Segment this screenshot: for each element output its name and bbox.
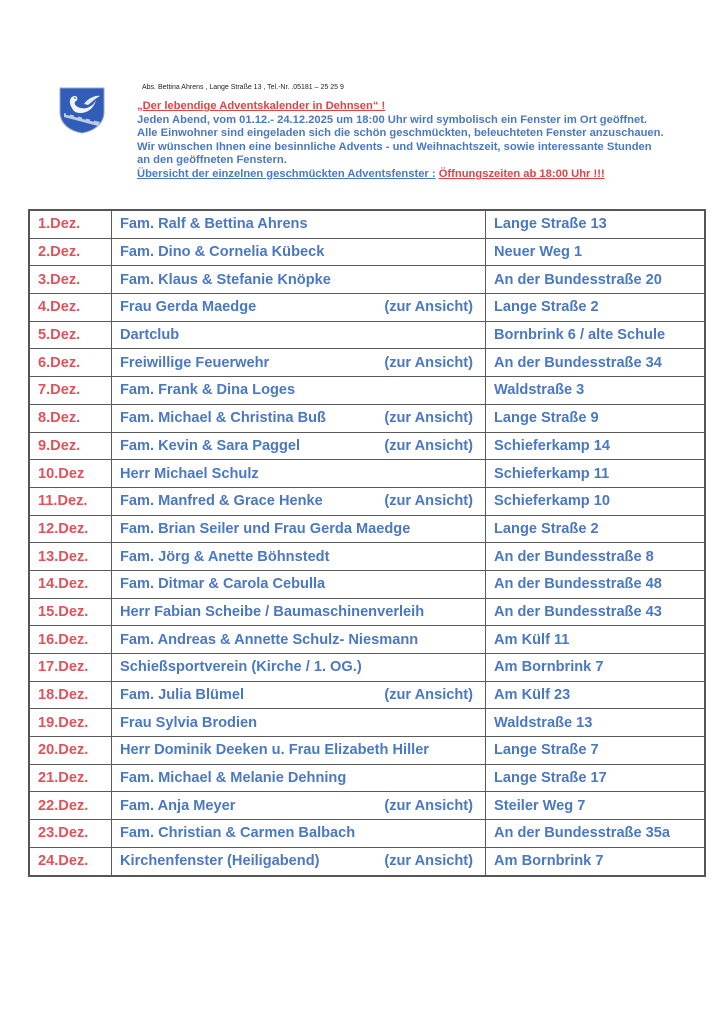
table-row [29, 764, 705, 792]
date-cell: 7.Dez. [29, 377, 112, 405]
table-row [29, 570, 705, 598]
address-cell: Am Külf 23 [486, 681, 706, 709]
host-cell [112, 764, 486, 792]
address-cell: Lange Straße 2 [486, 294, 706, 322]
address-cell: Schieferkamp 11 [486, 460, 706, 488]
address-cell: Steiler Weg 7 [486, 792, 706, 820]
host-cell [112, 737, 486, 765]
address-cell: Lange Straße 9 [486, 404, 706, 432]
table-row [29, 626, 705, 654]
table-row [29, 349, 705, 377]
host-cell [112, 349, 486, 377]
host-name: Frau Sylvia Brodien [120, 714, 258, 731]
date-cell: 6.Dez. [29, 349, 112, 377]
host-name: Fam. Brian Seiler und Frau Gerda Maedge [120, 520, 411, 537]
address-cell: Lange Straße 13 [486, 210, 706, 238]
table-row [29, 294, 705, 322]
coat-of-arms-icon [58, 86, 106, 134]
host-name: Fam. Christian & Carmen Balbach [120, 825, 356, 842]
table-row [29, 460, 705, 488]
host-cell [112, 321, 486, 349]
host-name: Fam. Klaus & Stefanie Knöpke [120, 271, 331, 288]
host-name: Schießsportverein (Kirche / 1. OG.) [120, 659, 362, 676]
host-name: Fam. Andreas & Annette Schulz- Niesmann [120, 631, 419, 648]
host-cell [112, 238, 486, 266]
intro-line: Jeden Abend, vom 01.12.- 24.12.2025 um 18:00 Uhr wird symbolisch ein Fenster im Ort geöffnet. [137, 113, 648, 126]
coat-of-arms-icon [58, 86, 106, 134]
date-cell: 13.Dez. [29, 543, 112, 571]
overview-heading [137, 168, 707, 182]
host-cell [112, 681, 486, 709]
date-cell: 10.Dez [29, 460, 112, 488]
table-row [29, 737, 705, 765]
date-cell: 16.Dez. [29, 626, 112, 654]
table-row [29, 238, 705, 266]
host-name: Fam. Julia Blümel [120, 687, 245, 704]
address-cell: An der Bundesstraße 34 [486, 349, 706, 377]
date-cell: 23.Dez. [29, 820, 112, 848]
host-name: Fam. Jörg & Anette Böhnstedt [120, 548, 330, 565]
host-cell [112, 294, 486, 322]
host-cell [112, 210, 486, 238]
intro-line: an den geöffneten Fenstern. [137, 154, 287, 167]
address-cell: Lange Straße 17 [486, 764, 706, 792]
address-cell: Am Bornbrink 7 [486, 847, 706, 875]
host-name: Fam. Frank & Dina Loges [120, 382, 296, 399]
calendar-title: „Der lebendige Adventskalender in Dehnsen“ ! [137, 100, 386, 112]
calendar-body [29, 210, 705, 876]
table-row [29, 820, 705, 848]
date-cell: 4.Dez. [29, 294, 112, 322]
host-name: Dartclub [120, 327, 180, 344]
host-name: Freiwillige Feuerwehr [120, 354, 270, 371]
address-cell: Neuer Weg 1 [486, 238, 706, 266]
host-cell [112, 570, 486, 598]
date-cell: 19.Dez. [29, 709, 112, 737]
host-name: Fam. Kevin & Sara Paggel [120, 437, 301, 454]
host-cell [112, 709, 486, 737]
sender-address: Abs. Bettina Ahrens , Lange Straße 13 , Tel.-Nr. .05181 – 25 25 9 [142, 84, 344, 91]
host-cell [112, 626, 486, 654]
address-cell: Schieferkamp 10 [486, 487, 706, 515]
intro-line: Wir wünschen Ihnen eine besinnliche Advents - und Weihnachtszeit, sowie interessante Stunden [137, 140, 652, 153]
address-cell: Lange Straße 2 [486, 515, 706, 543]
date-cell: 2.Dez. [29, 238, 112, 266]
host-cell [112, 404, 486, 432]
host-cell [112, 654, 486, 682]
opening-hours: Öffnungszeiten ab 18:00 Uhr !!! [438, 167, 605, 180]
date-cell: 9.Dez. [29, 432, 112, 460]
view-note: (zur Ansicht) [384, 299, 473, 316]
host-name: Fam. Ditmar & Carola Cebulla [120, 576, 326, 593]
date-cell: 17.Dez. [29, 654, 112, 682]
intro-line: Alle Einwohner sind eingeladen sich die schön geschmückten, beleuchteten Fenster anzuschauen. [137, 127, 664, 140]
table-row [29, 792, 705, 820]
date-cell: 3.Dez. [29, 266, 112, 294]
table-row [29, 377, 705, 405]
date-cell: 15.Dez. [29, 598, 112, 626]
view-note: (zur Ansicht) [384, 797, 473, 814]
host-cell [112, 515, 486, 543]
view-note: (zur Ansicht) [384, 853, 473, 870]
table-row [29, 598, 705, 626]
address-cell: An der Bundesstraße 20 [486, 266, 706, 294]
view-note: (zur Ansicht) [384, 437, 473, 454]
host-name: Frau Gerda Maedge [120, 299, 257, 316]
host-name: Herr Fabian Scheibe / Baumaschinenverleih [120, 603, 425, 620]
host-cell [112, 847, 486, 875]
host-name: Fam. Michael & Christina Buß [120, 410, 326, 427]
address-cell: Am Külf 11 [486, 626, 706, 654]
date-cell: 11.Dez. [29, 487, 112, 515]
table-row [29, 681, 705, 709]
table-row [29, 404, 705, 432]
host-cell [112, 543, 486, 571]
host-name: Fam. Ralf & Bettina Ahrens [120, 216, 308, 233]
table-row [29, 709, 705, 737]
table-row [29, 847, 705, 875]
date-cell: 14.Dez. [29, 570, 112, 598]
address-cell: Waldstraße 3 [486, 377, 706, 405]
table-row [29, 210, 705, 238]
host-name: Fam. Dino & Cornelia Kübeck [120, 244, 325, 261]
date-cell: 8.Dez. [29, 404, 112, 432]
view-note: (zur Ansicht) [384, 493, 473, 510]
host-cell [112, 377, 486, 405]
host-cell [112, 598, 486, 626]
host-name: Fam. Manfred & Grace Henke [120, 493, 323, 510]
host-cell [112, 792, 486, 820]
address-cell: Lange Straße 7 [486, 737, 706, 765]
host-name: Herr Dominik Deeken u. Frau Elizabeth Hiller [120, 742, 429, 759]
host-cell [112, 487, 486, 515]
table-row [29, 487, 705, 515]
address-cell: Waldstraße 13 [486, 709, 706, 737]
host-cell [112, 460, 486, 488]
table-row [29, 321, 705, 349]
date-cell: 12.Dez. [29, 515, 112, 543]
host-name: Fam. Anja Meyer [120, 797, 236, 814]
address-cell: An der Bundesstraße 8 [486, 543, 706, 571]
overview-label: Übersicht der einzelnen geschmückten Adventsfenster : [137, 167, 436, 180]
advent-calendar-table [28, 209, 706, 877]
date-cell: 22.Dez. [29, 792, 112, 820]
view-note: (zur Ansicht) [384, 354, 473, 371]
host-name: Kirchenfenster (Heiligabend) [120, 853, 320, 870]
table-row [29, 432, 705, 460]
address-cell: Am Bornbrink 7 [486, 654, 706, 682]
table-row [29, 266, 705, 294]
date-cell: 21.Dez. [29, 764, 112, 792]
date-cell: 1.Dez. [29, 210, 112, 238]
table-row [29, 654, 705, 682]
view-note: (zur Ansicht) [384, 687, 473, 704]
address-cell: Schieferkamp 14 [486, 432, 706, 460]
table-row [29, 515, 705, 543]
table-row [29, 543, 705, 571]
date-cell: 20.Dez. [29, 737, 112, 765]
date-cell: 5.Dez. [29, 321, 112, 349]
address-cell: An der Bundesstraße 35a [486, 820, 706, 848]
intro-text [137, 100, 707, 182]
address-cell: An der Bundesstraße 48 [486, 570, 706, 598]
host-cell [112, 432, 486, 460]
address-cell: An der Bundesstraße 43 [486, 598, 706, 626]
host-name: Herr Michael Schulz [120, 465, 259, 482]
host-cell [112, 820, 486, 848]
date-cell: 18.Dez. [29, 681, 112, 709]
host-name: Fam. Michael & Melanie Dehning [120, 770, 347, 787]
view-note: (zur Ansicht) [384, 410, 473, 427]
date-cell: 24.Dez. [29, 847, 112, 875]
address-cell: Bornbrink 6 / alte Schule [486, 321, 706, 349]
host-cell [112, 266, 486, 294]
